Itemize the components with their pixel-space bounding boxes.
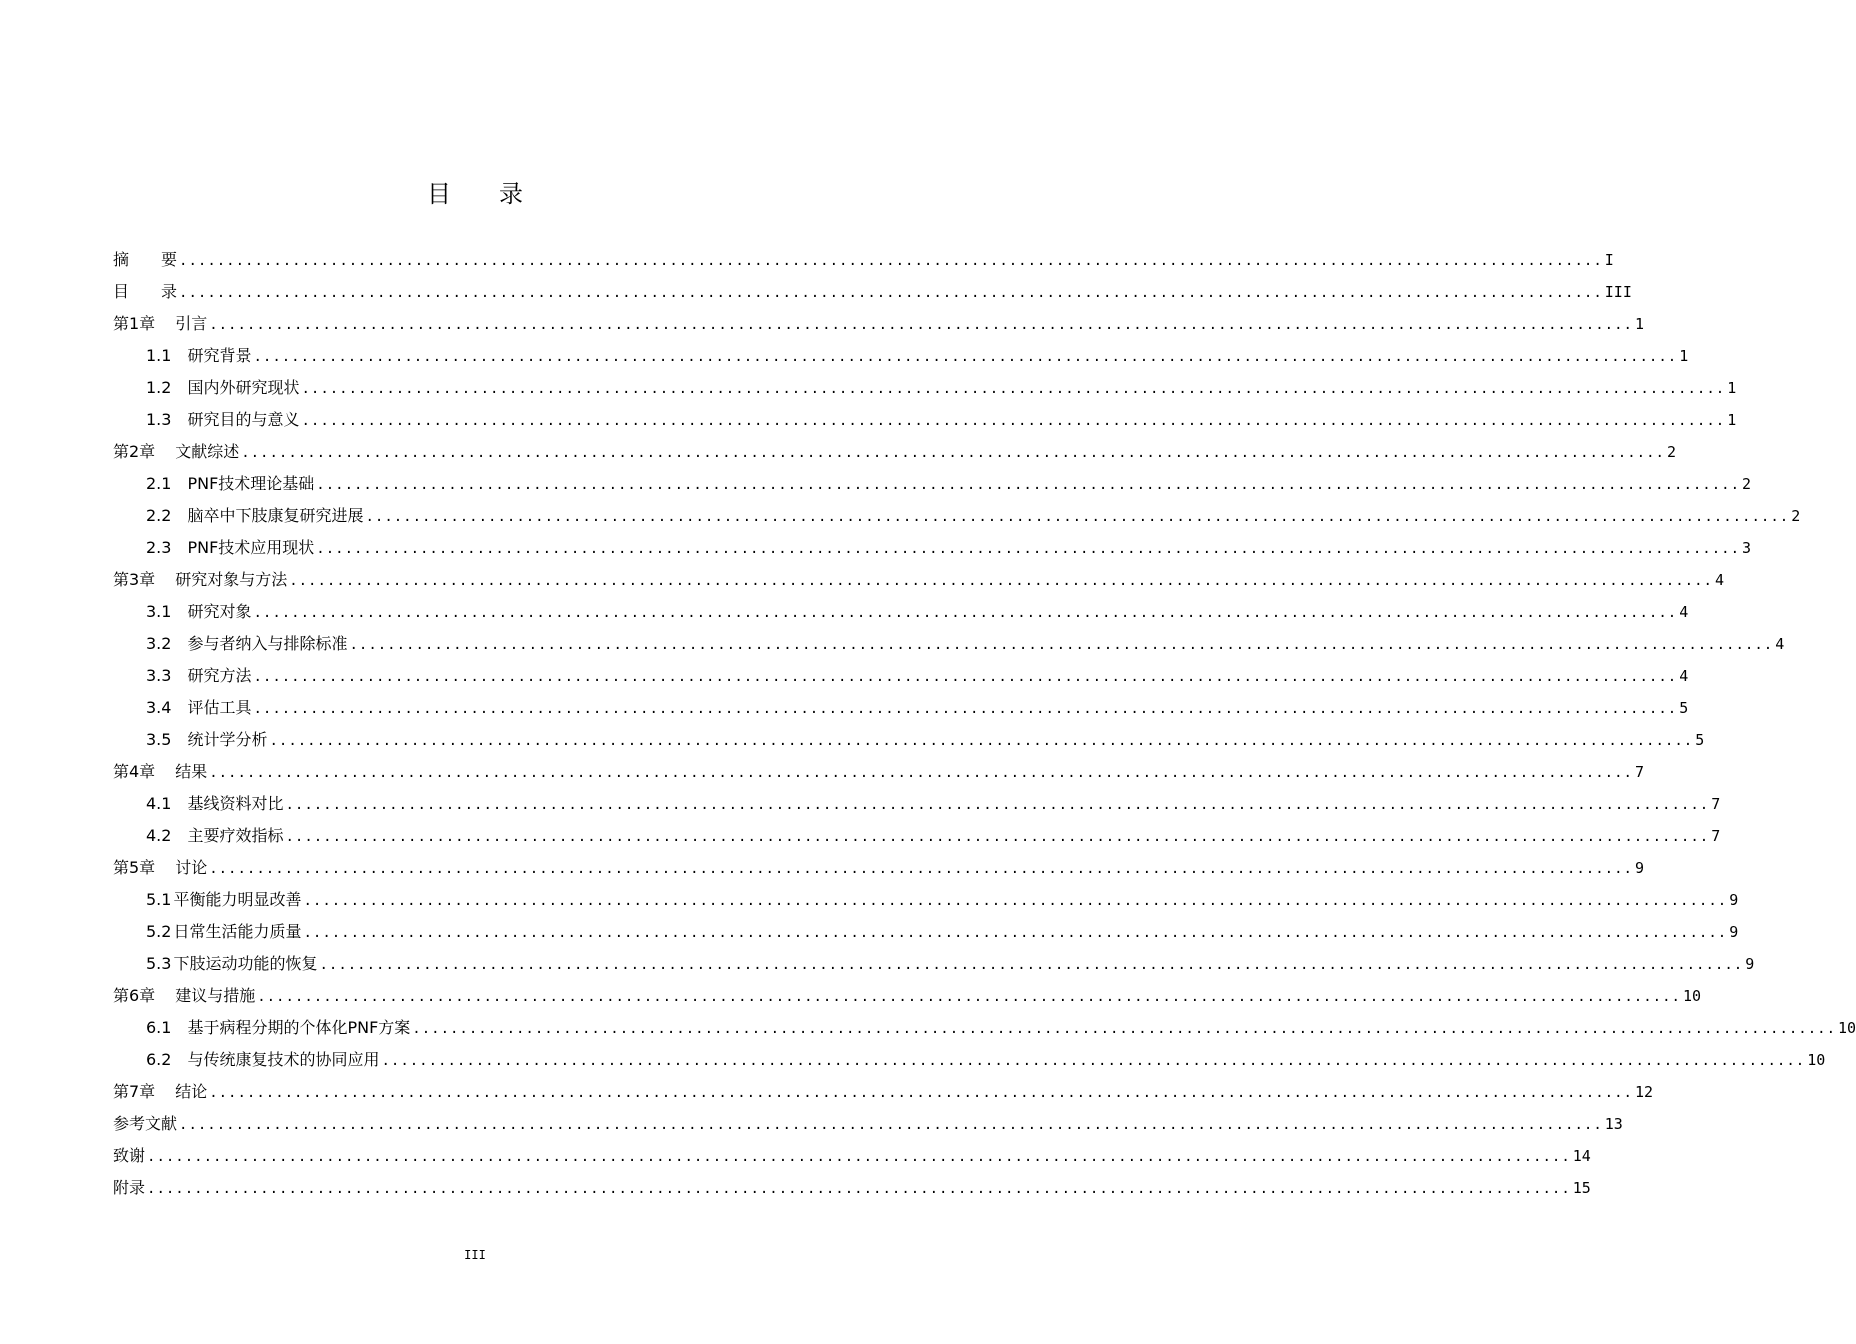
toc-entry-number: 6.1 xyxy=(146,1018,172,1037)
toc-entry-page: 2 xyxy=(1666,443,1676,461)
toc-entry-page: 7 xyxy=(1634,763,1644,781)
toc-entry-label xyxy=(146,1012,410,1044)
toc-entry[interactable] xyxy=(113,1172,1591,1204)
toc-leader-dots: ....................................................................................................................................................... xyxy=(349,637,1774,653)
toc-entry[interactable] xyxy=(113,628,1785,660)
toc-entry-title: PNF技术理论基础 xyxy=(187,474,315,493)
toc-entry[interactable] xyxy=(113,564,1724,596)
toc-entry-number: 5.3 xyxy=(146,954,172,973)
toc-entry-label xyxy=(146,788,283,820)
toc-entry-number: 第4章 xyxy=(113,762,156,781)
toc-entry-number: 3.5 xyxy=(146,730,172,749)
toc-entry-second-char: 录 xyxy=(161,282,178,301)
toc-entry-page: 3 xyxy=(1742,539,1752,557)
toc-entry[interactable] xyxy=(113,884,1739,916)
toc-entry-title: 结论 xyxy=(175,1082,208,1101)
toc-entry-label xyxy=(146,1044,379,1076)
toc-entry-label xyxy=(146,660,251,692)
toc-entry-label xyxy=(113,1172,145,1204)
toc-leader-dots: ....................................................................................................................................................... xyxy=(179,285,1603,301)
toc-leader-dots: ....................................................................................................................................................... xyxy=(179,1117,1603,1133)
page-title xyxy=(0,178,950,210)
toc-entry[interactable] xyxy=(113,980,1702,1012)
toc-entry-label xyxy=(113,244,177,276)
toc-entry-page: 10 xyxy=(1682,987,1702,1005)
page-title-first-char: 目 xyxy=(427,180,451,208)
toc-entry-number: 2.1 xyxy=(146,474,172,493)
toc-entry-title: 基线资料对比 xyxy=(187,794,284,813)
toc-entry[interactable] xyxy=(113,724,1705,756)
toc-entry-label xyxy=(146,372,299,404)
toc-entry[interactable] xyxy=(113,948,1755,980)
toc-entry[interactable] xyxy=(113,660,1689,692)
toc-leader-dots: ....................................................................................................................................................... xyxy=(253,701,1678,717)
toc-entry-number: 4.1 xyxy=(146,794,172,813)
toc-leader-dots: ....................................................................................................................................................... xyxy=(147,1149,1571,1165)
toc-entry-label xyxy=(113,276,177,308)
toc-entry-page: 4 xyxy=(1679,667,1689,685)
toc-entry-page: 5 xyxy=(1679,699,1689,717)
toc-entry-number: 1.1 xyxy=(146,346,172,365)
toc-entry-page: III xyxy=(1604,283,1632,301)
toc-leader-dots: ....................................................................................................................................................... xyxy=(412,1021,1837,1037)
toc-entry-label xyxy=(113,564,287,596)
toc-leader-dots: ....................................................................................................................................................... xyxy=(319,957,1744,973)
toc-entry-title: 日常生活能力质量 xyxy=(173,922,302,941)
toc-entry[interactable] xyxy=(113,692,1689,724)
toc-entry-number: 5.2 xyxy=(146,922,172,941)
toc-entry-page: 2 xyxy=(1791,507,1801,525)
toc-entry-title: 统计学分析 xyxy=(187,730,268,749)
toc-entry-label xyxy=(146,948,317,980)
toc-entry-number: 参考文献 xyxy=(113,1114,178,1133)
toc-entry-page: 13 xyxy=(1604,1115,1623,1133)
toc-entry-number: 5.1 xyxy=(146,890,172,909)
page-number: III xyxy=(464,1248,486,1262)
toc-entry-number: 第1章 xyxy=(113,314,156,333)
toc-entry-title: 研究方法 xyxy=(187,666,252,685)
toc-entry-title: 参与者纳入与排除标准 xyxy=(187,634,348,653)
toc-leader-dots: ....................................................................................................................................................... xyxy=(269,733,1694,749)
toc-entry-title: 评估工具 xyxy=(187,698,252,717)
toc-entry-page: 14 xyxy=(1572,1147,1591,1165)
toc-entry-label xyxy=(113,1140,145,1172)
toc-entry-title: 研究对象与方法 xyxy=(175,570,288,589)
toc-entry[interactable] xyxy=(113,468,1752,500)
toc-entry-page: 4 xyxy=(1679,603,1689,621)
toc-entry-label xyxy=(146,500,363,532)
toc-entry-page: 10 xyxy=(1807,1051,1826,1069)
toc-leader-dots: ....................................................................................................................................................... xyxy=(301,413,1726,429)
toc-entry-title: 建议与措施 xyxy=(175,986,256,1005)
toc-entry-number: 目 xyxy=(113,282,130,301)
toc-entry-number: 第3章 xyxy=(113,570,156,589)
toc-entry-number: 第7章 xyxy=(113,1082,156,1101)
toc-entry-number: 摘 xyxy=(113,250,130,269)
toc-leader-dots: ....................................................................................................................................................... xyxy=(316,541,1741,557)
toc-leader-dots: ....................................................................................................................................................... xyxy=(303,925,1728,941)
toc-entry-label xyxy=(113,436,239,468)
toc-leader-dots: ....................................................................................................................................................... xyxy=(209,1085,1633,1101)
toc-entry-page: 2 xyxy=(1742,475,1752,493)
toc-entry-page: I xyxy=(1604,251,1614,269)
toc-leader-dots: ....................................................................................................................................................... xyxy=(209,317,1633,333)
toc-entry[interactable] xyxy=(113,788,1721,820)
toc-entry[interactable] xyxy=(113,404,1737,436)
toc-entry-label xyxy=(113,308,207,340)
toc-leader-dots: ....................................................................................................................................................... xyxy=(365,509,1790,525)
toc-entry-title: 基于病程分期的个体化PNF方案 xyxy=(187,1018,411,1037)
toc-entry-title: 讨论 xyxy=(175,858,208,877)
toc-entry-page: 5 xyxy=(1695,731,1705,749)
toc-entry-label xyxy=(113,980,255,1012)
toc-entry-page: 10 xyxy=(1838,1019,1856,1037)
toc-entry-title: 主要疗效指标 xyxy=(187,826,284,845)
toc-leader-dots: ....................................................................................................................................................... xyxy=(303,893,1728,909)
toc-entry-label xyxy=(146,532,314,564)
toc-entry-number: 第2章 xyxy=(113,442,156,461)
toc-leader-dots: ....................................................................................................................................................... xyxy=(285,797,1710,813)
toc-entry-number: 第5章 xyxy=(113,858,156,877)
toc-entry-second-char: 要 xyxy=(161,250,178,269)
toc-entry[interactable] xyxy=(113,1044,1826,1076)
toc-entry-number: 附录 xyxy=(113,1178,146,1197)
toc-entry-page: 15 xyxy=(1572,1179,1591,1197)
toc-entry-page: 1 xyxy=(1727,411,1737,429)
toc-entry-page: 12 xyxy=(1634,1083,1654,1101)
table-of-contents xyxy=(113,244,1856,1204)
toc-leader-dots: ....................................................................................................................................................... xyxy=(301,381,1726,397)
toc-entry-label xyxy=(113,756,207,788)
toc-leader-dots: ....................................................................................................................................................... xyxy=(209,861,1633,877)
toc-entry-number: 1.2 xyxy=(146,378,172,397)
toc-entry-number: 2.3 xyxy=(146,538,172,557)
toc-entry-title: 研究对象 xyxy=(187,602,252,621)
toc-entry-label xyxy=(146,628,347,660)
toc-entry-label xyxy=(146,404,299,436)
toc-entry[interactable] xyxy=(113,532,1752,564)
toc-leader-dots: ....................................................................................................................................................... xyxy=(289,573,1713,589)
toc-entry[interactable] xyxy=(113,756,1644,788)
toc-entry-title: 研究目的与意义 xyxy=(187,410,300,429)
toc-entry[interactable] xyxy=(113,436,1676,468)
toc-entry-label xyxy=(146,820,283,852)
toc-entry-number: 3.4 xyxy=(146,698,172,717)
toc-entry-page: 7 xyxy=(1711,827,1721,845)
toc-entry[interactable] xyxy=(113,500,1801,532)
toc-entry-number: 3.2 xyxy=(146,634,172,653)
toc-leader-dots: ....................................................................................................................................................... xyxy=(381,1053,1806,1069)
toc-entry-page: 7 xyxy=(1711,795,1721,813)
toc-leader-dots: ....................................................................................................................................................... xyxy=(209,765,1633,781)
toc-entry[interactable] xyxy=(113,820,1721,852)
toc-entry-title: 引言 xyxy=(175,314,208,333)
toc-entry[interactable] xyxy=(113,1108,1623,1140)
toc-leader-dots: ....................................................................................................................................................... xyxy=(179,253,1603,269)
toc-entry-title: 平衡能力明显改善 xyxy=(173,890,302,909)
toc-entry-page: 4 xyxy=(1775,635,1785,653)
toc-entry[interactable] xyxy=(113,852,1644,884)
toc-entry-number: 6.2 xyxy=(146,1050,172,1069)
toc-entry-label xyxy=(146,596,251,628)
toc-leader-dots: ....................................................................................................................................................... xyxy=(285,829,1710,845)
toc-entry-number: 2.2 xyxy=(146,506,172,525)
toc-entry[interactable] xyxy=(113,1012,1856,1044)
toc-entry-title: 脑卒中下肢康复研究进展 xyxy=(187,506,364,525)
toc-entry-label xyxy=(113,852,207,884)
toc-entry-number: 3.3 xyxy=(146,666,172,685)
toc-entry-label xyxy=(146,916,301,948)
toc-leader-dots: ....................................................................................................................................................... xyxy=(257,989,1681,1005)
toc-entry-number: 第6章 xyxy=(113,986,156,1005)
toc-entry-title: 结果 xyxy=(175,762,208,781)
toc-entry-number: 3.1 xyxy=(146,602,172,621)
toc-leader-dots: ....................................................................................................................................................... xyxy=(241,445,1665,461)
toc-entry-page: 1 xyxy=(1727,379,1737,397)
toc-entry-page: 9 xyxy=(1729,891,1739,909)
toc-leader-dots: ....................................................................................................................................................... xyxy=(253,349,1678,365)
toc-entry[interactable] xyxy=(113,596,1689,628)
toc-leader-dots: ....................................................................................................................................................... xyxy=(253,669,1678,685)
toc-entry-number: 4.2 xyxy=(146,826,172,845)
toc-leader-dots: ....................................................................................................................................................... xyxy=(253,605,1678,621)
toc-entry-label xyxy=(113,1076,207,1108)
toc-entry-page: 9 xyxy=(1729,923,1739,941)
toc-entry-title: PNF技术应用现状 xyxy=(187,538,315,557)
toc-entry[interactable] xyxy=(113,340,1689,372)
toc-entry[interactable] xyxy=(113,244,1614,276)
toc-entry-number: 1.3 xyxy=(146,410,172,429)
toc-entry-title: 与传统康复技术的协同应用 xyxy=(187,1050,380,1069)
toc-entry-page: 4 xyxy=(1714,571,1724,589)
toc-entry-label xyxy=(146,884,301,916)
toc-entry[interactable] xyxy=(113,1076,1654,1108)
toc-entry-page: 1 xyxy=(1679,347,1689,365)
page-title-second-char: 录 xyxy=(499,180,523,208)
toc-entry[interactable] xyxy=(113,1140,1591,1172)
toc-entry-label xyxy=(146,340,251,372)
toc-entry-label xyxy=(113,1108,177,1140)
toc-entry-title: 文献综述 xyxy=(175,442,240,461)
toc-entry-page: 9 xyxy=(1745,955,1755,973)
toc-entry-title: 研究背景 xyxy=(187,346,252,365)
toc-leader-dots: ....................................................................................................................................................... xyxy=(147,1181,1571,1197)
toc-entry-label xyxy=(146,692,251,724)
toc-entry[interactable] xyxy=(113,308,1644,340)
toc-entry-number: 致谢 xyxy=(113,1146,146,1165)
toc-entry[interactable] xyxy=(113,916,1739,948)
toc-entry-page: 9 xyxy=(1634,859,1644,877)
toc-entry-page: 1 xyxy=(1634,315,1644,333)
toc-entry-label xyxy=(146,468,314,500)
toc-leader-dots: ....................................................................................................................................................... xyxy=(316,477,1741,493)
toc-entry-title: 下肢运动功能的恢复 xyxy=(173,954,318,973)
toc-entry[interactable] xyxy=(113,276,1632,308)
toc-entry-title: 国内外研究现状 xyxy=(187,378,300,397)
toc-entry[interactable] xyxy=(113,372,1737,404)
toc-entry-label xyxy=(146,724,267,756)
